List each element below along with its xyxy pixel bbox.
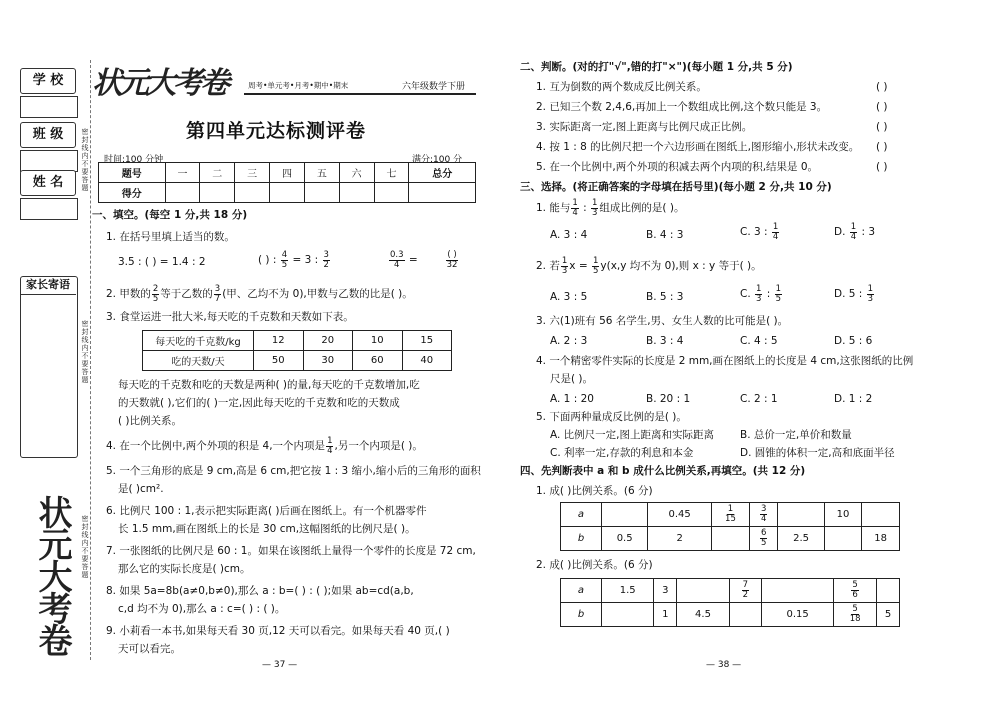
t2-a-cell (877, 579, 900, 603)
choice-4-D: D. 1 : 2 (834, 393, 873, 405)
choice-3-C: C. 4 : 5 (740, 335, 778, 347)
choice-2-C (740, 284, 783, 304)
choice-4-C: C. 2 : 1 (740, 393, 778, 405)
choice-3: 3. 六(1)班有 56 名学生,男、女生人数的比可能是( )。 (536, 315, 789, 327)
frac-den: 2 (742, 590, 749, 600)
frac-num: 0.3 (390, 249, 404, 260)
frac-num: 1 (772, 221, 779, 232)
frac-num: 4 (281, 249, 288, 260)
table-2-label: 2. 成( )比例关系。(6 分) (536, 559, 653, 571)
section-3-heading: 三、选择。(将正确答案的字母填在括号里)(每小题 2 分,共 10 分) (520, 181, 832, 193)
q1-text: 1. 在括号里填上适当的数。 (106, 231, 235, 243)
frac-num: 1 (561, 255, 568, 266)
c1-b: 组成比例的是( )。 (599, 202, 685, 214)
name-blank[interactable] (20, 198, 78, 220)
score-header: 五 (304, 163, 339, 183)
score-table (98, 162, 476, 203)
cell-fraction (760, 505, 767, 524)
frac-num: 1 (592, 197, 598, 208)
choice-2 (536, 256, 762, 276)
q3-table (142, 330, 452, 371)
frac-den: 3 (867, 293, 874, 304)
q7-line-1: 7. 一张图纸的比例尺是 60 : 1。如果在该图纸上量得一个零件的长度是 72 cm, (106, 545, 476, 557)
score-header: 二 (200, 163, 235, 183)
t1-b-cell (824, 527, 862, 551)
judge-2-answer[interactable]: ( ) (876, 101, 888, 113)
t1-a-cell: 0.45 (648, 503, 712, 527)
choice-1-D (834, 222, 875, 242)
choice-5-B: B. 总价一定,单价和数量 (740, 429, 852, 441)
t1-b-cell: 18 (862, 527, 900, 551)
cell-fraction (725, 505, 736, 524)
frac-num: 1 (727, 504, 734, 514)
t2-b-cell: b (561, 603, 602, 627)
t1-a-cell: a (561, 503, 602, 527)
frac-num: 1 (327, 435, 333, 446)
frac-num: 2 (152, 283, 159, 294)
choice-5-D: D. 圆锥的体积一定,高和底面半径 (740, 447, 895, 459)
q3-line-3: ( )比例关系。 (118, 415, 183, 427)
q2-c: (甲、乙均不为 0),甲数与乙数的比是( )。 (222, 288, 413, 300)
t2-b-cell: 0.15 (762, 603, 834, 627)
t2-b-cell: 4.5 (677, 603, 729, 627)
q8-line-1: 8. 如果 5a=8b(a≠0,b≠0),那么 a : b=( ) : ( );如果 ab=cd(a,b, (106, 585, 414, 597)
choice-5-C: C. 利率一定,存款的利息和本金 (550, 447, 694, 459)
score-cell[interactable] (409, 183, 476, 203)
q3-text: 3. 食堂运进一批大米,每天吃的千克数和天数如下表。 (106, 311, 354, 323)
q1-item-c (388, 250, 483, 270)
section-2-heading: 二、判断。(对的打"√",错的打"×")(每小题 1 分,共 5 分) (520, 61, 793, 73)
q4-b: ,另一个内项是( )。 (334, 440, 423, 452)
t1-a-cell (778, 503, 824, 527)
score-header: 总分 (409, 163, 476, 183)
q1c-mid: = (405, 254, 422, 266)
seal-note-2: 密封线内不要答题 (81, 320, 89, 384)
frac-den: 4 (850, 231, 857, 242)
t2-b-cell (834, 603, 877, 627)
q3-cell: 50 (254, 351, 304, 371)
score-header: 题号 (99, 163, 166, 183)
t1-b-cell: 2.5 (778, 527, 824, 551)
frac-den: 4 (772, 231, 779, 242)
t1-a-cell (862, 503, 900, 527)
t1-a-cell (712, 503, 750, 527)
judge-4-answer[interactable]: ( ) (876, 141, 888, 153)
t1-b-cell: b (561, 527, 602, 551)
t2-a-cell: 3 (654, 579, 677, 603)
q6-line-1: 6. 比例尺 100 : 1,表示把实际距离( )后画在图纸上。有一个机器零件 (106, 505, 427, 517)
c2-C: C. (740, 288, 755, 300)
t2-a-cell: a (561, 579, 602, 603)
score-cell[interactable] (270, 183, 305, 203)
class-blank[interactable] (20, 150, 78, 172)
q2-a: 2. 甲数的 (106, 288, 151, 300)
q4-a: 4. 在一个比例中,两个外项的积是 4,一个内项是 (106, 440, 326, 452)
frac-den: 3 (756, 293, 762, 304)
frac-num: 1 (572, 197, 578, 208)
score-cell[interactable] (374, 183, 409, 203)
q3-line-1: 每天吃的千克数和吃的天数是两种( )的量,每天吃的千克数增加,吃 (118, 379, 420, 391)
section-1-heading: 一、填空。(每空 1 分,共 18 分) (92, 209, 248, 221)
judge-1: 1. 互为倒数的两个数成反比例关系。 (536, 81, 707, 93)
c2-b: x = (569, 260, 591, 272)
q3-cell: 15 (402, 331, 452, 351)
frac-num: 6 (760, 528, 767, 538)
q3-header: 每天吃的千克数/kg (143, 331, 254, 351)
t2-b-cell: 5 (877, 603, 900, 627)
t1-b-cell: 0.5 (602, 527, 648, 551)
frac-den: 4 (760, 514, 767, 524)
judge-5: 5. 在一个比例中,两个外项的积减去两个内项的积,结果是 0。 (536, 161, 819, 173)
frac-num: 1 (756, 283, 762, 294)
ratio-table-2 (560, 578, 900, 627)
c2-Cm: : (763, 288, 774, 300)
frac-den: 6 (852, 590, 858, 600)
choice-5: 5. 下面两种量成反比例的是( )。 (536, 411, 687, 423)
q1-item-b (258, 250, 331, 270)
class-box: 班 级 (20, 122, 76, 148)
choice-3-D: D. 5 : 6 (834, 335, 873, 347)
frac-den: 7 (214, 293, 221, 304)
q8-line-2: c,d 均不为 0),那么 a : c=( ) : ( )。 (118, 603, 286, 615)
frac-den: 4 (572, 207, 578, 218)
brand-vertical-logo: 状元大考卷 (32, 495, 72, 655)
frac-num: ( ) (447, 249, 457, 260)
score-header: 一 (165, 163, 200, 183)
choice-2-A: A. 3 : 5 (550, 291, 588, 303)
judge-1-answer[interactable]: ( ) (876, 81, 888, 93)
frac-den: 32 (446, 259, 458, 270)
frac-num: 3 (760, 504, 767, 514)
t2-b-cell: 1 (654, 603, 677, 627)
page-number-left: — 37 — (262, 660, 298, 670)
frac-num: 7 (742, 580, 749, 590)
grade-label: 六年级数学下册 (402, 82, 466, 92)
q3-header: 吃的天数/天 (143, 351, 254, 371)
full-score-label: 满分:100 分 (412, 155, 463, 165)
frac-num: 1 (867, 283, 874, 294)
t2-a-cell (729, 579, 761, 603)
exam-tags: 周考•单元考•月考•期中•期末 (248, 81, 349, 90)
cell-fraction (850, 605, 861, 624)
q3-cell: 20 (303, 331, 353, 351)
c2-c: y(x,y 均不为 0),则 x : y 等于( )。 (600, 260, 762, 272)
cell-fraction (851, 581, 858, 600)
time-label: 时间:100 分钟 (104, 155, 164, 165)
choice-3-B: B. 3 : 4 (646, 335, 684, 347)
q9-line-1: 9. 小莉看一本书,如果每天看 30 页,12 天可以看完。如果每天看 40 页,( ) (106, 625, 450, 637)
score-cell[interactable] (339, 183, 374, 203)
t2-a-cell (834, 579, 877, 603)
score-cell[interactable] (165, 183, 200, 203)
judge-2: 2. 已知三个数 2,4,6,再加上一个数组成比例,这个数只能是 3。 (536, 101, 828, 113)
t2-b-cell (602, 603, 654, 627)
frac-num: 1 (775, 283, 782, 294)
score-header: 六 (339, 163, 374, 183)
t2-b-cell (729, 603, 761, 627)
table-1-label: 1. 成( )比例关系。(6 分) (536, 485, 653, 497)
q3-cell: 10 (353, 331, 403, 351)
frac-den: 15 (725, 514, 736, 524)
c1-a: 1. 能与 (536, 202, 571, 214)
q3-line-2: 的天数就( ),它们的( )一定,因此每天吃的千克数和吃的天数成 (118, 397, 400, 409)
judge-5-answer[interactable]: ( ) (876, 161, 888, 173)
score-cell[interactable] (235, 183, 270, 203)
brand-logo: 状元大考卷 (92, 66, 227, 101)
q3-cell: 12 (254, 331, 304, 351)
judge-3: 3. 实际距离一定,图上距离与比例尺成正比例。 (536, 121, 753, 133)
q4-text (106, 436, 423, 456)
q3-cell: 30 (303, 351, 353, 371)
q7-line-2: 那么它的实际长度是( )cm。 (118, 563, 251, 575)
q9-line-2: 天可以看完。 (118, 643, 181, 655)
frac-den: 3 (592, 207, 598, 218)
score-header: 七 (374, 163, 409, 183)
choice-3-A: A. 2 : 3 (550, 335, 588, 347)
q1b-mid: = 3 : (289, 254, 322, 266)
frac-num: 3 (214, 283, 221, 294)
t2-a-cell (762, 579, 834, 603)
q5-line-1: 5. 一个三角形的底是 9 cm,高是 6 cm,把它按 1 : 3 缩小,缩小后的三角形的面积 (106, 465, 481, 477)
score-row-label: 得分 (99, 183, 166, 203)
choice-4-A: A. 1 : 20 (550, 393, 594, 405)
t1-a-cell: 10 (824, 503, 862, 527)
cell-fraction (742, 581, 749, 600)
choice-5-A: A. 比例尺一定,图上距离和实际距离 (550, 429, 715, 441)
seal-note-1: 密封线内不要答题 (81, 128, 89, 192)
frac-den: 5 (152, 293, 159, 304)
choice-4-line-1: 4. 一个精密零件实际的长度是 2 mm,画在图纸上的长度是 4 cm,这张图纸的比例 (536, 355, 914, 367)
score-cell[interactable] (304, 183, 339, 203)
c1-mid: : (579, 202, 590, 214)
frac-den: 4 (394, 259, 400, 270)
choice-4-B: B. 20 : 1 (646, 393, 691, 405)
page-number-right: — 38 — (706, 660, 742, 670)
frac-den: 5 (592, 265, 599, 276)
frac-den: 4 (327, 445, 333, 456)
choice-4-line-2: 尺是( )。 (550, 373, 594, 385)
section-4-heading: 四、先判断表中 a 和 b 成什么比例关系,再填空。(共 12 分) (520, 465, 806, 477)
page-title: 第四单元达标测评卷 (186, 120, 367, 142)
header-rule (244, 93, 476, 95)
frac-den: 5 (760, 538, 767, 548)
judge-4: 4. 按 1 : 8 的比例尺把一个六边形画在图纸上,图形缩小,形状未改变。 (536, 141, 860, 153)
school-blank[interactable] (20, 96, 78, 118)
t2-a-cell (677, 579, 729, 603)
t1-b-cell (712, 527, 750, 551)
seal-line (90, 60, 91, 660)
t1-b-cell (749, 527, 778, 551)
choice-2-B: B. 5 : 3 (646, 291, 684, 303)
score-cell[interactable] (200, 183, 235, 203)
t2-a-cell: 1.5 (602, 579, 654, 603)
score-header: 三 (235, 163, 270, 183)
frac-num: 1 (850, 221, 857, 232)
frac-num: 3 (323, 249, 329, 260)
q3-cell: 60 (353, 351, 403, 371)
frac-den: 5 (281, 259, 288, 270)
q1-item-a: 3.5 : ( ) = 1.4 : 2 (118, 256, 206, 268)
frac-num: 5 (852, 604, 858, 614)
q2-b: 等于乙数的 (160, 288, 213, 300)
choice-2-D (834, 284, 875, 304)
choice-1-A: A. 3 : 4 (550, 229, 588, 241)
ratio-table-1 (560, 502, 900, 551)
parent-comment-label: 家长寄语 (20, 276, 76, 295)
c1-C: C. 3 : (740, 226, 771, 238)
seal-note-3: 密封线内不要答题 (81, 515, 89, 579)
q6-line-2: 长 1.5 mm,画在图纸上的长是 30 cm,这幅图纸的比例尺是( )。 (118, 523, 416, 535)
q1b-text: ( ) : (258, 254, 280, 266)
c1-D: D. (834, 226, 849, 238)
t1-a-cell (602, 503, 648, 527)
frac-den: 5 (775, 293, 782, 304)
choice-1-B: B. 4 : 3 (646, 229, 684, 241)
q3-cell: 40 (402, 351, 452, 371)
frac-den: 2 (323, 259, 329, 270)
frac-num: 1 (592, 255, 599, 266)
score-header: 四 (270, 163, 305, 183)
judge-3-answer[interactable]: ( ) (876, 121, 888, 133)
t1-a-cell (749, 503, 778, 527)
t1-b-cell: 2 (648, 527, 712, 551)
q5-line-2: 是( )cm². (118, 483, 164, 495)
c1-D2: : 3 (858, 226, 876, 238)
parent-comment-box[interactable] (20, 276, 78, 458)
q2-text (106, 284, 413, 304)
frac-num: 5 (852, 580, 858, 590)
frac-den: 3 (561, 265, 568, 276)
c2-a: 2. 若 (536, 260, 560, 272)
c2-D: D. 5 : (834, 288, 866, 300)
frac-den: 18 (849, 614, 861, 624)
cell-fraction (760, 529, 767, 548)
choice-1 (536, 198, 684, 218)
name-box: 姓 名 (20, 170, 76, 196)
school-box: 学 校 (20, 68, 76, 94)
choice-1-C (740, 222, 780, 242)
